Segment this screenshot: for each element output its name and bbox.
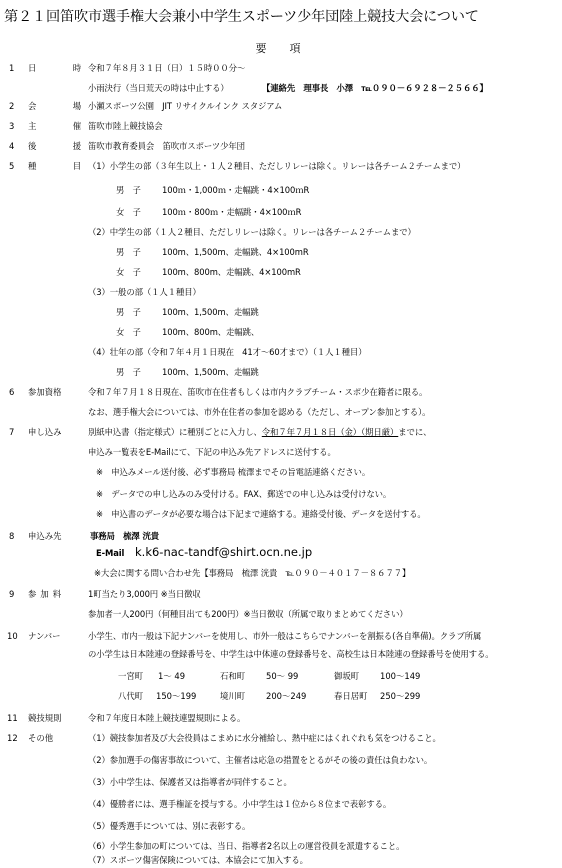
application-note: ※ 申込書のデータが必要な場合は下記まで連絡する。連絡受付後、データを送付する。	[96, 509, 426, 519]
section-label: 参加料	[28, 589, 66, 599]
event-label-male: 男 子	[116, 367, 141, 377]
document-subtitle: 要 項	[255, 42, 307, 55]
section-number: 8	[9, 531, 15, 541]
event-group-head: （4）壮年の部（令和７年４月１日現在 41才～60才まで）（１人１種目）	[88, 347, 367, 357]
section-number: 11	[7, 713, 18, 723]
office-contact: 事務局 梳澤 洸貴	[90, 531, 160, 541]
section-number: 9	[9, 589, 15, 599]
section-number: 7	[9, 427, 15, 437]
other-item: （5）優秀選手については、別に表彰する。	[88, 821, 251, 831]
section-number: 1	[9, 63, 15, 73]
town-name: 御坂町	[334, 671, 360, 681]
section-label: 会 場	[28, 101, 96, 111]
section-label: 申込み先	[28, 531, 62, 541]
event-group-head: （3）一般の部（１人１種目）	[88, 287, 201, 297]
town-name: 石和町	[220, 671, 246, 681]
application-deadline: 令和７年７月１８日（金）（期日厳）	[261, 427, 399, 437]
email-label: E-Mail	[96, 548, 125, 558]
event-list: 100m、800m、走幅跳、	[162, 327, 260, 337]
section-number: 3	[9, 121, 15, 131]
inquiry-contact: ※大会に関する問い合わせ先【事務局 梳澤 洸貴 ℡０９０－４０１７－８６７７】	[94, 568, 411, 578]
number-range: 50～ 99	[266, 671, 299, 681]
section-number: 2	[9, 101, 15, 111]
eligibility-text: 令和７年７月１８日現在、笛吹市在住者もしくは市内クラブチーム・スポ少在籍者に限る。	[88, 387, 428, 397]
other-item: （7）スポーツ傷害保険については、本協会にて加入する。	[88, 855, 308, 865]
section-label: 種 目	[28, 161, 96, 171]
event-list: 100m、1,500m、走幅跳	[162, 307, 259, 317]
email-address[interactable]: k.k6-nac-tandf@shirt.ocn.ne.jp	[135, 545, 313, 559]
town-name: 境川町	[220, 691, 246, 701]
section-label: 競技規則	[28, 713, 62, 723]
section-number: 4	[9, 141, 15, 151]
other-item: （4）優勝者には、選手権証を授与する。小中学生は１位から８位まで表彰する。	[88, 799, 392, 809]
event-list: 100ｍ・800ｍ・走幅跳・4×100ｍR	[162, 207, 302, 217]
section-number: 12	[7, 733, 18, 743]
section-label: 主 催	[28, 121, 96, 131]
other-item: （1）競技参加者及び大会役員はこまめに水分補給し、熱中症にはくれぐれも気をつけること。	[88, 733, 441, 743]
event-label-female: 女 子	[116, 207, 141, 217]
venue: 小瀬スポーツ公園 JIT リサイクルインク スタジアム	[88, 101, 283, 111]
number-range: 200～249	[266, 691, 307, 701]
event-label-male: 男 子	[116, 185, 141, 195]
event-group-head: （1）小学生の部（３年生以上・１人２種目、ただしリレーは除く。リレーは各チーム２チームまで）	[88, 161, 466, 171]
number-range: 1～ 49	[158, 671, 186, 681]
application-text: までに、	[398, 427, 432, 437]
other-item: （3）小中学生は、保護者又は指導者が同伴すること。	[88, 777, 292, 787]
application-instructions	[88, 424, 431, 440]
town-name: 一宮町	[118, 671, 144, 681]
contact-info: 【連絡先 理事長 小澤 ℡０９０－６９２８－２５６６】	[262, 83, 488, 93]
town-name: 八代町	[118, 691, 144, 701]
event-list: 100m、1,500m、走幅跳、4×100mR	[162, 247, 309, 257]
number-range: 250～299	[380, 691, 421, 701]
town-name: 春日居町	[334, 691, 368, 701]
application-note: ※ 申込みメール送付後、必ず事務局 梳澤までその旨電話連絡ください。	[96, 467, 371, 477]
document-title: 第２１回笛吹市選手権大会兼小中学生スポーツ少年団陸上競技大会について	[4, 9, 479, 25]
schedule-date: 令和７年８月３１日（日）１５時００分～	[88, 63, 246, 73]
application-method: 申込み一覧表をE-Mailにて、下記の申込み先アドレスに送付する。	[88, 447, 336, 457]
number-rules: の小学生は日本陸連の登録番号を、中学生は中体連の登録番号を、高校生は日本陸連の登録番号を使用する。	[88, 649, 494, 659]
section-number: 10	[7, 631, 18, 641]
sponsor: 笛吹市教育委員会 笛吹市スポーツ少年団	[88, 141, 245, 151]
event-label-male: 男 子	[116, 247, 141, 257]
section-label: 参加資格	[28, 387, 62, 397]
fee-team: 1町当たり3,000円 ※当日徴収	[88, 589, 201, 599]
application-text: 別紙申込書（指定様式）に種別ごとに入力し、	[88, 427, 262, 437]
event-list: 100m、1,500m、走幅跳	[162, 367, 259, 377]
number-rules: 小学生、市内一般は下記ナンバーを使用し、市外一般はこちらでナンバーを割振る(各自準備)。クラブ所属	[88, 631, 482, 641]
section-label: その他	[28, 733, 54, 743]
section-label: 申し込み	[28, 427, 62, 437]
event-list: 100ｍ・1,000ｍ・走幅跳・4×100ｍR	[162, 185, 310, 195]
event-label-male: 男 子	[116, 307, 141, 317]
eligibility-note: なお、選手権大会については、市外在住者の参加を認める（ただし、オープン参加とする）。	[88, 407, 431, 417]
number-range: 150～199	[156, 691, 197, 701]
event-label-female: 女 子	[116, 267, 141, 277]
section-label: 後 援	[28, 141, 96, 151]
event-group-head: （2）中学生の部（１人２種目、ただしリレーは除く。リレーは各チーム２チームまで）	[88, 227, 416, 237]
number-range: 100～149	[380, 671, 421, 681]
other-item: （6）小学生参加の町については、当日、指導者2名以上の運営役員を派遣すること。	[88, 841, 405, 851]
fee-participant: 参加者一人200円（何種目出ても200円）※当日徴収（所属で取りまとめてください）	[88, 609, 408, 619]
section-number: 5	[9, 161, 15, 171]
rules-text: 令和７年度日本陸上競技連盟規則による。	[88, 713, 246, 723]
other-item: （2）参加選手の傷害事故について、主催者は応急の措置をとるがその後の責任は負わない。	[88, 755, 433, 765]
section-label: ナンバー	[28, 631, 61, 641]
rain-policy: 小雨決行（当日荒天の時は中止する）	[88, 83, 229, 93]
event-list: 100m、800m、走幅跳、4×100mR	[162, 267, 301, 277]
organizer: 笛吹市陸上競技協会	[88, 121, 163, 131]
section-number: 6	[9, 387, 15, 397]
section-label: 日 時	[28, 63, 96, 73]
event-label-female: 女 子	[116, 327, 141, 337]
application-note: ※ データでの申し込みのみ受付ける。FAX、郵送での申し込みは受付けない。	[96, 489, 392, 499]
